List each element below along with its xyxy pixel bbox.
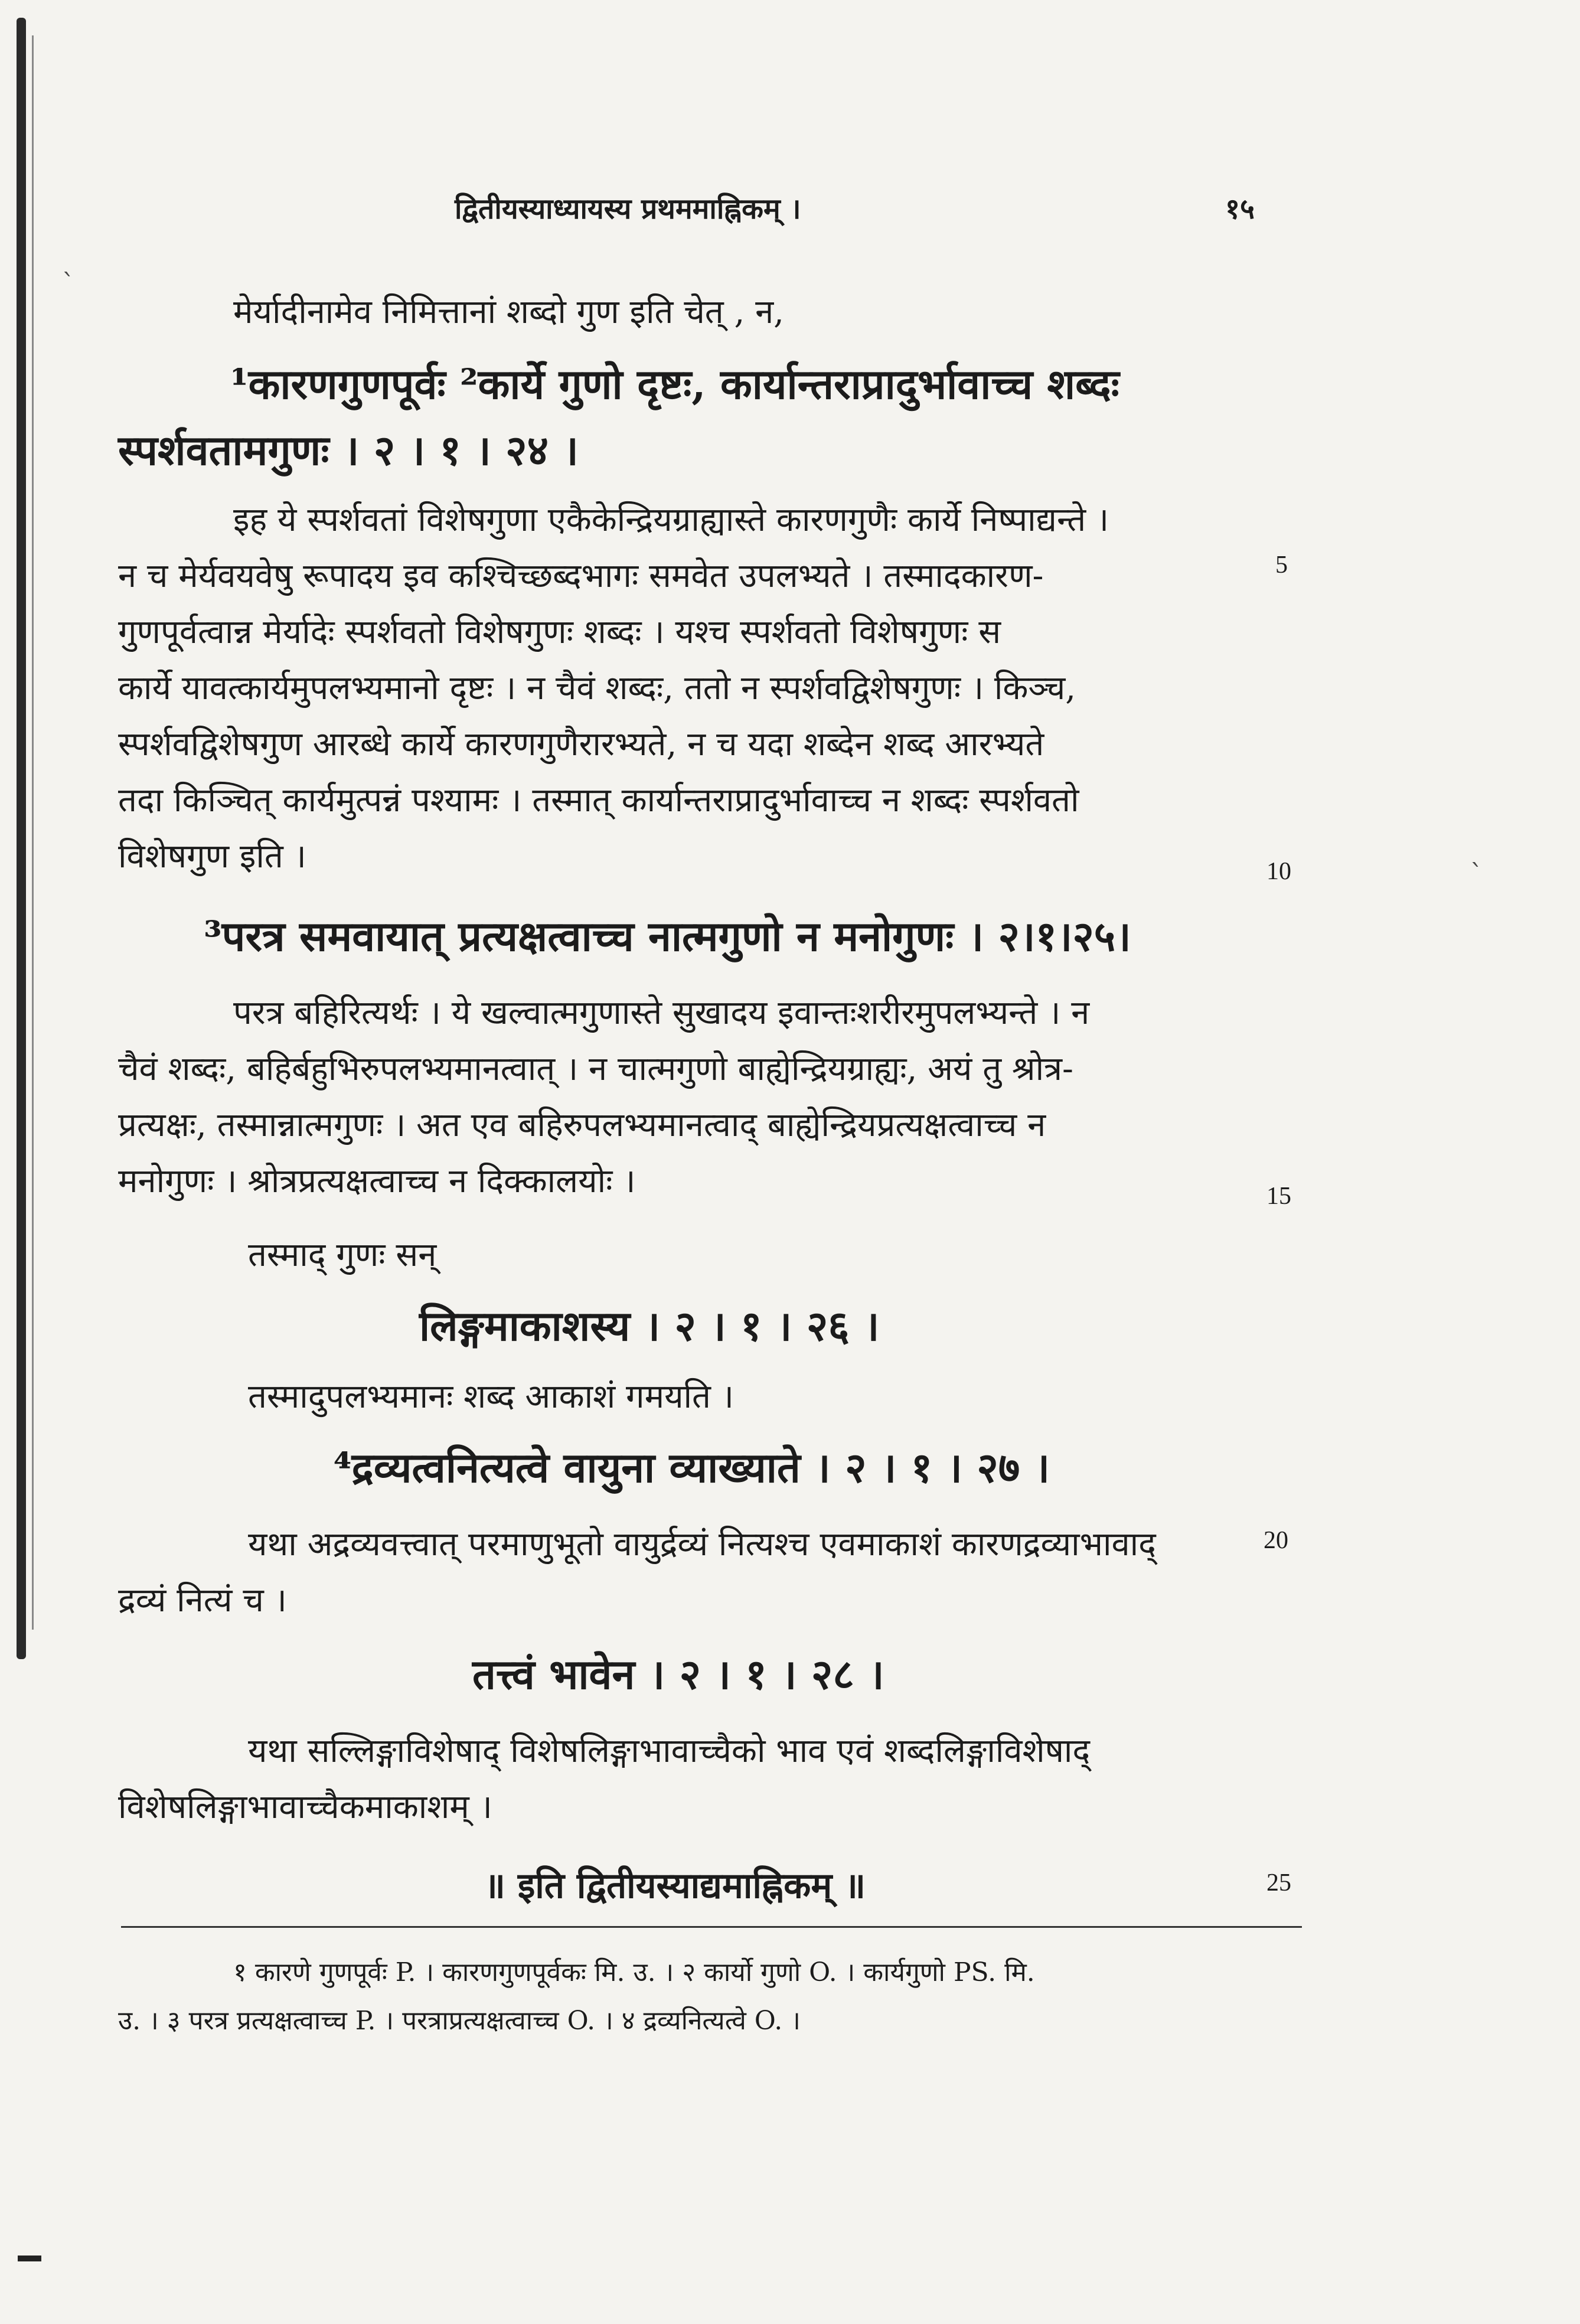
- page-binding-shadow: [32, 35, 34, 1630]
- sutra-24-line1: ¹कारणगुणपूर्वः ²कार्ये गुणो दृष्टः, कार्यान्तराप्रादुर्भावाच्च शब्दः: [230, 360, 1119, 409]
- commentary-line: तदा किञ्चित् कार्यमुत्पन्नं पश्यामः । तस्मात् कार्यान्तराप्रादुर्भावाच्च न शब्दः स्पर्शवतो: [118, 781, 1079, 820]
- line-number: 25: [1266, 1869, 1291, 1897]
- text-line: मेर्यादीनामेव निमित्तानां शब्दो गुण इति चेत् , न,: [233, 293, 784, 331]
- page-number: १५: [1225, 192, 1255, 226]
- footnote-line: १ कारणे गुणपूर्वः P. । कारणगुणपूर्वकः मि. उ. । २ कार्यो गुणो O. । कार्यगुणो PS. मि.: [233, 1957, 1035, 1987]
- sutra-25: ³परत्र समवायात् प्रत्यक्षत्वाच्च नात्मगुणो न मनोगुणः । २।१।२५।: [204, 912, 1131, 961]
- sutra-27: ⁴द्रव्यत्वनित्यत्वे वायुना व्याख्याते । २ । १ । २७ ।: [334, 1443, 1050, 1492]
- line-number: 20: [1264, 1527, 1288, 1554]
- footnote-divider: [121, 1926, 1302, 1928]
- scan-mark: `: [1470, 859, 1483, 889]
- sutra-24-line2: स्पर्शवतामगुणः । २ । १ । २४ ।: [118, 426, 579, 475]
- line-number: 15: [1266, 1183, 1291, 1210]
- scan-corner-mark: [18, 2256, 41, 2261]
- commentary-line: स्पर्शवद्विशेषगुण आरब्धे कार्ये कारणगुणैरारभ्यते, न च यदा शब्देन शब्द आरभ्यते: [118, 725, 1044, 763]
- commentary-line: इह ये स्पर्शवतां विशेषगुणा एकैकेन्द्रियग्राह्यास्ते कारणगुणैः कार्ये निष्पाद्यन्ते ।: [233, 501, 1109, 539]
- running-header: द्वितीयस्याध्यायस्य प्रथममाह्निकम् ।: [455, 192, 801, 226]
- page-binding-edge: [17, 18, 26, 1659]
- line-number: 5: [1275, 551, 1288, 579]
- commentary-line: यथा सल्लिङ्गाविशेषाद् विशेषलिङ्गाभावाच्चैको भाव एवं शब्दलिङ्गाविशेषाद्: [248, 1732, 1091, 1770]
- commentary-line: चैवं शब्दः, बहिर्बहुभिरुपलभ्यमानत्वात् । न चात्मगुणो बाह्येन्द्रियग्राह्यः, अयं तु श्रोत्र-: [118, 1050, 1073, 1088]
- chapter-end-colophon: ॥ इति द्वितीयस्याद्यमाह्निकम् ॥: [484, 1865, 866, 1907]
- scan-mark: `: [62, 269, 75, 299]
- commentary-line: गुणपूर्वत्वान्न मेर्यादेः स्पर्शवतो विशेषगुणः शब्दः । यश्च स्पर्शवतो विशेषगुणः स: [118, 613, 1001, 651]
- commentary-line: परत्र बहिरित्यर्थः । ये खल्वात्मगुणास्ते सुखादय इवान्तःशरीरमुपलभ्यन्ते । न: [233, 994, 1090, 1032]
- commentary-line: द्रव्यं नित्यं च ।: [118, 1581, 287, 1620]
- footnote-line: उ. । ३ परत्र प्रत्यक्षत्वाच्च P. । परत्राप्रत्यक्षत्वाच्च O. । ४ द्रव्यनित्यत्वे O. ।: [118, 2006, 801, 2036]
- commentary-line: न च मेर्यवयवेषु रूपादय इव कश्चिच्छब्दभागः समवेत उपलभ्यते । तस्मादकारण-: [118, 557, 1044, 595]
- commentary-line: प्रत्यक्षः, तस्मान्नात्मगुणः । अत एव बहिरुपलभ्यमानत्वाद् बाह्येन्द्रियप्रत्यक्षत्वाच्च न: [118, 1106, 1046, 1144]
- sutra-28: तत्त्वं भावेन । २ । १ । २८ ।: [472, 1650, 884, 1699]
- commentary-line: यथा अद्रव्यवत्त्वात् परमाणुभूतो वायुर्द्रव्यं नित्यश्च एवमाकाशं कारणद्रव्याभावाद्: [248, 1525, 1156, 1564]
- commentary-line: तस्मादुपलभ्यमानः शब्द आकाशं गमयति ।: [248, 1378, 734, 1416]
- commentary-line: विशेषगुण इति ।: [118, 837, 306, 876]
- commentary-line: विशेषलिङ्गाभावाच्चैकमाकाशम् ।: [118, 1788, 492, 1826]
- text-line: तस्माद् गुणः सन्: [248, 1236, 437, 1274]
- line-number: 10: [1266, 858, 1291, 885]
- commentary-line: कार्ये यावत्कार्यमुपलभ्यमानो दृष्टः । न चैवं शब्दः, ततो न स्पर्शवद्विशेषगुणः । किञ्च,: [118, 669, 1076, 707]
- commentary-line: मनोगुणः । श्रोत्रप्रत्यक्षत्वाच्च न दिक्कालयोः ।: [118, 1162, 636, 1200]
- sutra-26: लिङ्गमाकाशस्य । २ । १ । २६ ।: [419, 1301, 880, 1350]
